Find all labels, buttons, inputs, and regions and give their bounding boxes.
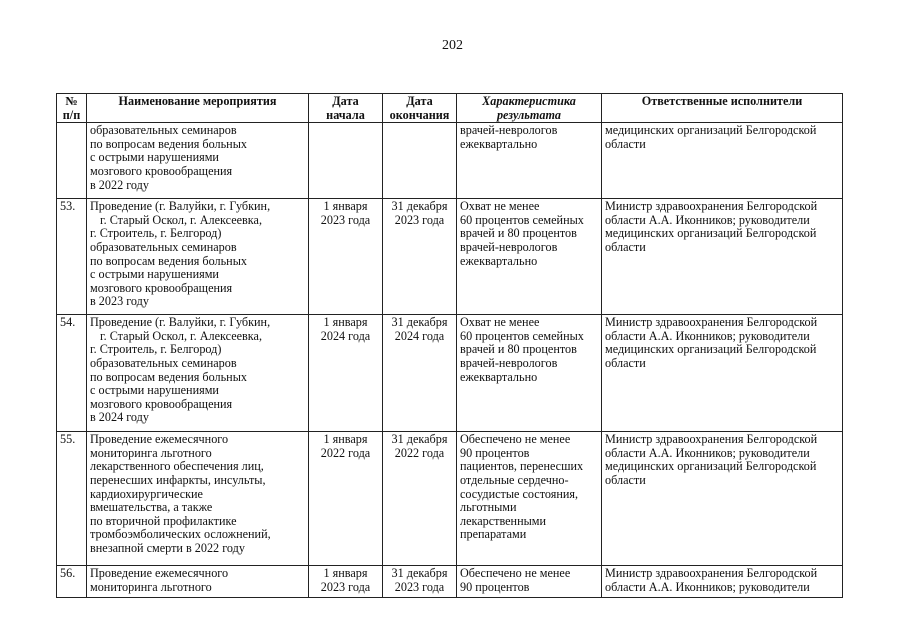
row-number: 53. [57, 199, 87, 315]
header-end-date: Дата окончания [383, 94, 457, 123]
header-start-date: Дата начала [309, 94, 383, 123]
row-number [57, 123, 87, 199]
row-responsible: Министр здравоохранения Белгородской области А.А. Иконников; руководители медицинских организаций Белгородской области [602, 199, 843, 315]
row-start-date: 1 января 2023 года [309, 199, 383, 315]
table-row [57, 432, 843, 566]
header-result: Характеристика результата [457, 94, 602, 123]
table-header-row [57, 94, 843, 123]
table-row [57, 566, 843, 598]
row-end-date: 31 декабря 2023 года [383, 199, 457, 315]
row-responsible: медицинских организаций Белгородской области [602, 123, 843, 199]
page-number: 202 [442, 38, 463, 53]
row-responsible: Министр здравоохранения Белгородской области А.А. Иконников; руководители медицинских организаций Белгородской области [602, 432, 843, 566]
row-responsible: Министр здравоохранения Белгородской области А.А. Иконников; руководители [602, 566, 843, 598]
row-start-date: 1 января 2024 года [309, 315, 383, 432]
row-name: Проведение ежемесячного мониторинга льготного лекарственного обеспечения лиц, перенесших инфаркты, инсульты, кардиохирургические вмешательства, а также по вторичной профилактике тромбоэмболических осложнений, внезапной смерти в 2022 году [87, 432, 309, 566]
row-name: Проведение ежемесячного мониторинга льготного [87, 566, 309, 598]
row-result: Охват не менее 60 процентов семейных врачей и 80 процентов врачей-неврологов ежеквартально [457, 199, 602, 315]
header-name: Наименование мероприятия [87, 94, 309, 123]
row-end-date: 31 декабря 2023 года [383, 566, 457, 598]
row-name: Проведение (г. Валуйки, г. Губкин, г. Старый Оскол, г. Алексеевка, г. Строитель, г. Белгород) образовательных семинаров по вопросам ведения больных с острыми нарушениями мозгового кровообращения в 2023 году [87, 199, 309, 315]
table-row [57, 315, 843, 432]
row-end-date: 31 декабря 2022 года [383, 432, 457, 566]
row-result: Охват не менее 60 процентов семейных врачей и 80 процентов врачей-неврологов ежеквартально [457, 315, 602, 432]
row-number: 55. [57, 432, 87, 566]
row-name: образовательных семинаров по вопросам ведения больных с острыми нарушениями мозгового кровообращения в 2022 году [87, 123, 309, 199]
header-num: № п/п [57, 94, 87, 123]
row-result: Обеспечено не менее 90 процентов пациентов, перенесших отдельные сердечно- сосудистые состояния, льготными лекарственными препаратами [457, 432, 602, 566]
table-row [57, 199, 843, 315]
header-responsible: Ответственные исполнители [602, 94, 843, 123]
row-result: Обеспечено не менее 90 процентов [457, 566, 602, 598]
row-number: 56. [57, 566, 87, 598]
row-number: 54. [57, 315, 87, 432]
events-table [56, 93, 843, 598]
row-start-date: 1 января 2022 года [309, 432, 383, 566]
row-end-date: 31 декабря 2024 года [383, 315, 457, 432]
table-row [57, 123, 843, 199]
row-result: врачей-неврологов ежеквартально [457, 123, 602, 199]
row-responsible: Министр здравоохранения Белгородской области А.А. Иконников; руководители медицинских организаций Белгородской области [602, 315, 843, 432]
row-start-date: 1 января 2023 года [309, 566, 383, 598]
row-start-date [309, 123, 383, 199]
row-name: Проведение (г. Валуйки, г. Губкин, г. Старый Оскол, г. Алексеевка, г. Строитель, г. Белгород) образовательных семинаров по вопросам ведения больных с острыми нарушениями мозгового кровообращения в 2024 году [87, 315, 309, 432]
row-end-date [383, 123, 457, 199]
